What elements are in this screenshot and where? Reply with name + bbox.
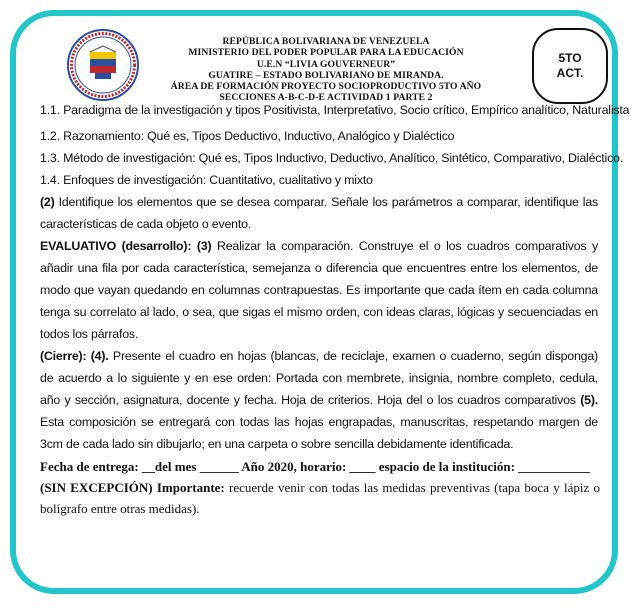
important-note: (SIN EXCEPCIÓN) Importante: recuerde venir con todas las medidas preventivas (tapa boca y lápiz o bolígrafo entre otras medidas). xyxy=(40,480,601,516)
delivery-date-line: Fecha de entrega: __del mes ______ Año 2020, horario: ____ espacio de la institución: ___________ xyxy=(40,459,590,474)
section-label: (Cierre): (4). xyxy=(40,349,109,363)
badge-activity: ACT. xyxy=(556,66,584,80)
delivery-footer xyxy=(40,456,600,519)
header-line: REPÚBLICA BOLIVARIANA DE VENEZUELA xyxy=(222,36,430,47)
badge-grade: 5TO xyxy=(558,51,582,65)
step-4-paragraph: (Cierre): (4). Presente el cuadro en hojas (blancas, de reciclaje, examen o cuaderno, según disponga) de acuerdo a lo siguiente y en ese orden: Portada con membrete, insignia, nombre completo, cedula, año y sección, asignatura, docente y fecha. Hoja de criterios. Hoja del o los cuadros comparativos (5). Esta composición se entregará con todas las hojas engrapadas, manuscritas, respetando margen de 3cm de cada lado sin dibujarlo; en una carpeta o sobre sencilla debidamente identificada. xyxy=(40,349,598,451)
header-line: SECCIONES A-B-C-D-E ACTIVIDAD 1 PARTE 2 xyxy=(219,92,433,104)
header-line: U.E.N “LIVIA GOUVERNEUR” xyxy=(256,58,396,70)
document-header xyxy=(140,36,512,104)
step-number: (2) xyxy=(40,195,55,209)
partially-hidden-line: 1.1. Paradigma de la investigación y tipos Positivista, Interpretativo, Socio crítico, Empírico analítico, Naturalista xyxy=(40,103,630,117)
school-seal-logo xyxy=(66,28,140,102)
header-line: MINISTERIO DEL PODER POPULAR PARA LA EDUCACIÓN xyxy=(188,47,464,59)
header-line: GUATIRE – ESTADO BOLIVARIANO DE MIRANDA. xyxy=(208,69,444,81)
section-label: EVALUATIVO (desarrollo): xyxy=(40,239,192,253)
step-number: (3) xyxy=(191,239,212,253)
header-line: ÁREA DE FORMACIÓN PROYECTO SOCIOPRODUCTIVO 5TO AÑO xyxy=(170,81,482,93)
important-label: Importante: xyxy=(156,480,225,495)
activity-body xyxy=(40,103,630,455)
grade-activity-badge xyxy=(532,28,608,104)
list-item: 1.3. Método de investigación: Qué es, Tipos Inductivo, Deductivo, Analítico, Sintético, Comparativo, Dialéctico. xyxy=(40,151,623,165)
no-exception-label: (SIN EXCEPCIÓN) xyxy=(40,480,153,495)
step-number: (5). xyxy=(580,393,598,407)
list-item: 1.4. Enfoques de investigación: Cuantitativo, cualitativo y mixto xyxy=(40,173,373,187)
step-2-paragraph: (2) Identifique los elementos que se desea comparar. Señale los parámetros a comparar, identifique las características de cada objeto o evento. xyxy=(40,195,598,231)
list-item: 1.2. Razonamiento: Qué es, Tipos Deductivo, Inductivo, Analógico y Dialéctico xyxy=(40,129,455,143)
step-3-paragraph: EVALUATIVO (desarrollo): (3) Realizar la comparación. Construye el o los cuadros comparativos y añadir una fila por cada característica, semejanza o diferencia que encuentres entre los elementos, de modo que vayan quedando en columnas contrapuestas. Es importante que cada ítem en cada columna tenga su correlato al lado, o sea, que sigas el mismo orden, con ideas claras, lógicas y secuenciadas en todos los párrafos. xyxy=(40,239,598,341)
